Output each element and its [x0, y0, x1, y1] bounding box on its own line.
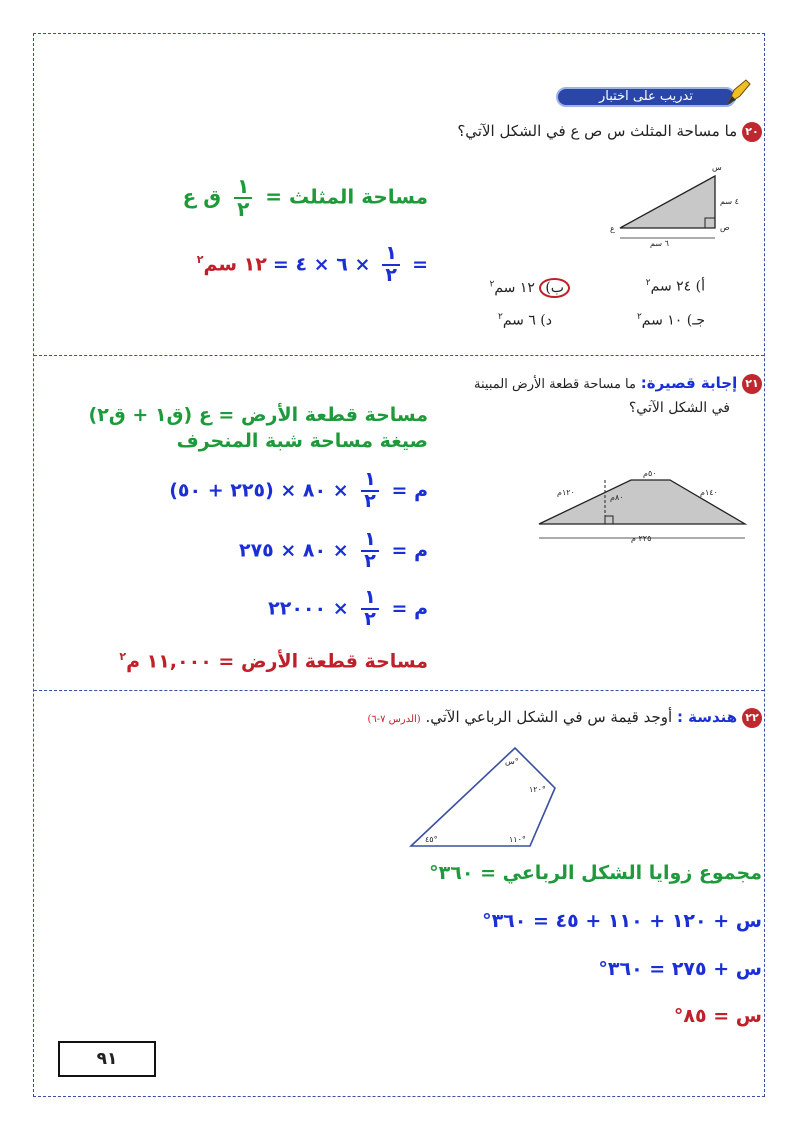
q22-solution-line3: س + ٢٧٥ = ٣٦٠° [598, 958, 762, 980]
q21-solution-row2: م = $\frac{١}{٢}$ × ٨٠ × ٢٧٥ [238, 528, 428, 572]
q21-solution-final: مساحة قطعة الأرض = ١١,٠٠٠ م$^٢$ [119, 650, 428, 673]
q22-fig-s: س° [505, 757, 519, 766]
q21-fig-right: ١٤٠م [700, 488, 718, 497]
q21-fig-left: ١٢٠م [557, 488, 575, 497]
q21-question [474, 374, 762, 394]
separator-1 [34, 355, 764, 356]
q20-fig-sad: ص [720, 223, 730, 232]
q20-number: ٢٠ [742, 122, 762, 142]
q21-fig-height: ٨٠م [610, 493, 624, 502]
q20-text: ما مساحة المثلث س ص ع في الشكل الآتي؟ [457, 122, 738, 140]
q21-text2: في الشكل الآتي؟ [628, 400, 730, 416]
q21-trapezoid-figure [535, 470, 760, 560]
q22-solution-line1: مجموع زوايا الشكل الرباعي = ٣٦٠° [429, 862, 762, 884]
q20-choice-a: أ) ٢٤ سم$^٢$ [645, 278, 705, 295]
q21-solution-line2: صيغة مساحة شبة المنحرف [176, 430, 428, 452]
q20-choice-d: د) ٦ سم$^٢$ [497, 312, 552, 329]
q20-choice-b: ب) ١٢ سم$^٢$ [490, 278, 571, 298]
q21-solution-row3: م = $\frac{١}{٢}$ × ٢٢٠٠٠ [268, 586, 428, 630]
q20-triangle-figure [590, 158, 760, 248]
q22-solution-line2: س + ١٢٠ + ١١٠ + ٤٥ = ٣٦٠° [482, 910, 762, 932]
q21-number: ٢١ [742, 374, 762, 394]
pencil-icon [724, 78, 752, 108]
q20-choice-c: جـ) ١٠ سم$^٢$ [636, 312, 705, 329]
q22-label: هندسة : [676, 708, 738, 726]
q22-fig-110: ١١٠° [509, 835, 526, 844]
q20-fig-base: ٦ سم [650, 239, 669, 248]
q20-solution-line2: = $\frac{١}{٢}$ × ٦ × ٤ = ١٢ سم$^٢$ [196, 242, 428, 286]
q21-solution-line1: مساحة قطعة الأرض = ع (ق١ + ق٢) [88, 404, 428, 426]
q20-choice-b-circle: ب) [539, 278, 570, 298]
q21-fig-base: ٢٢٥ م [631, 534, 652, 543]
q21-label: إجابة قصيرة: [640, 374, 738, 392]
q22-solution-line4: س = ٨٥° [673, 1005, 762, 1027]
q22-fig-45: ٤٥° [425, 835, 438, 844]
q22-ref: (الدرس ٧-٦) [367, 714, 421, 725]
separator-2 [34, 690, 764, 691]
q22-question [367, 708, 762, 728]
q20-question [457, 122, 762, 142]
q22-quadrilateral-figure [405, 742, 565, 852]
q22-number: ٢٢ [742, 708, 762, 728]
q21-fig-top: ٥٠م [643, 470, 657, 478]
q20-fig-side: ٤ سم [720, 197, 739, 206]
page-number: ٩١ [58, 1041, 156, 1077]
q21-text1: ما مساحة قطعة الأرض المبينة [474, 377, 636, 392]
badge-label: تدريب على اختبار [556, 87, 736, 107]
q21-solution-row1: م = $\frac{١}{٢}$ × ٨٠ × (٢٢٥ + ٥٠) [169, 468, 428, 512]
q22-text: أوجد قيمة س في الشكل الرباعي الآتي. [425, 708, 673, 726]
q22-fig-120: ١٢٠° [529, 785, 546, 794]
q20-fig-s: س [712, 163, 722, 172]
q20-solution-line1: مساحة المثلث = $\frac{١}{٢}$ ق ع [182, 174, 428, 221]
test-practice-badge [552, 84, 752, 110]
q20-fig-ain: ع [610, 224, 615, 233]
